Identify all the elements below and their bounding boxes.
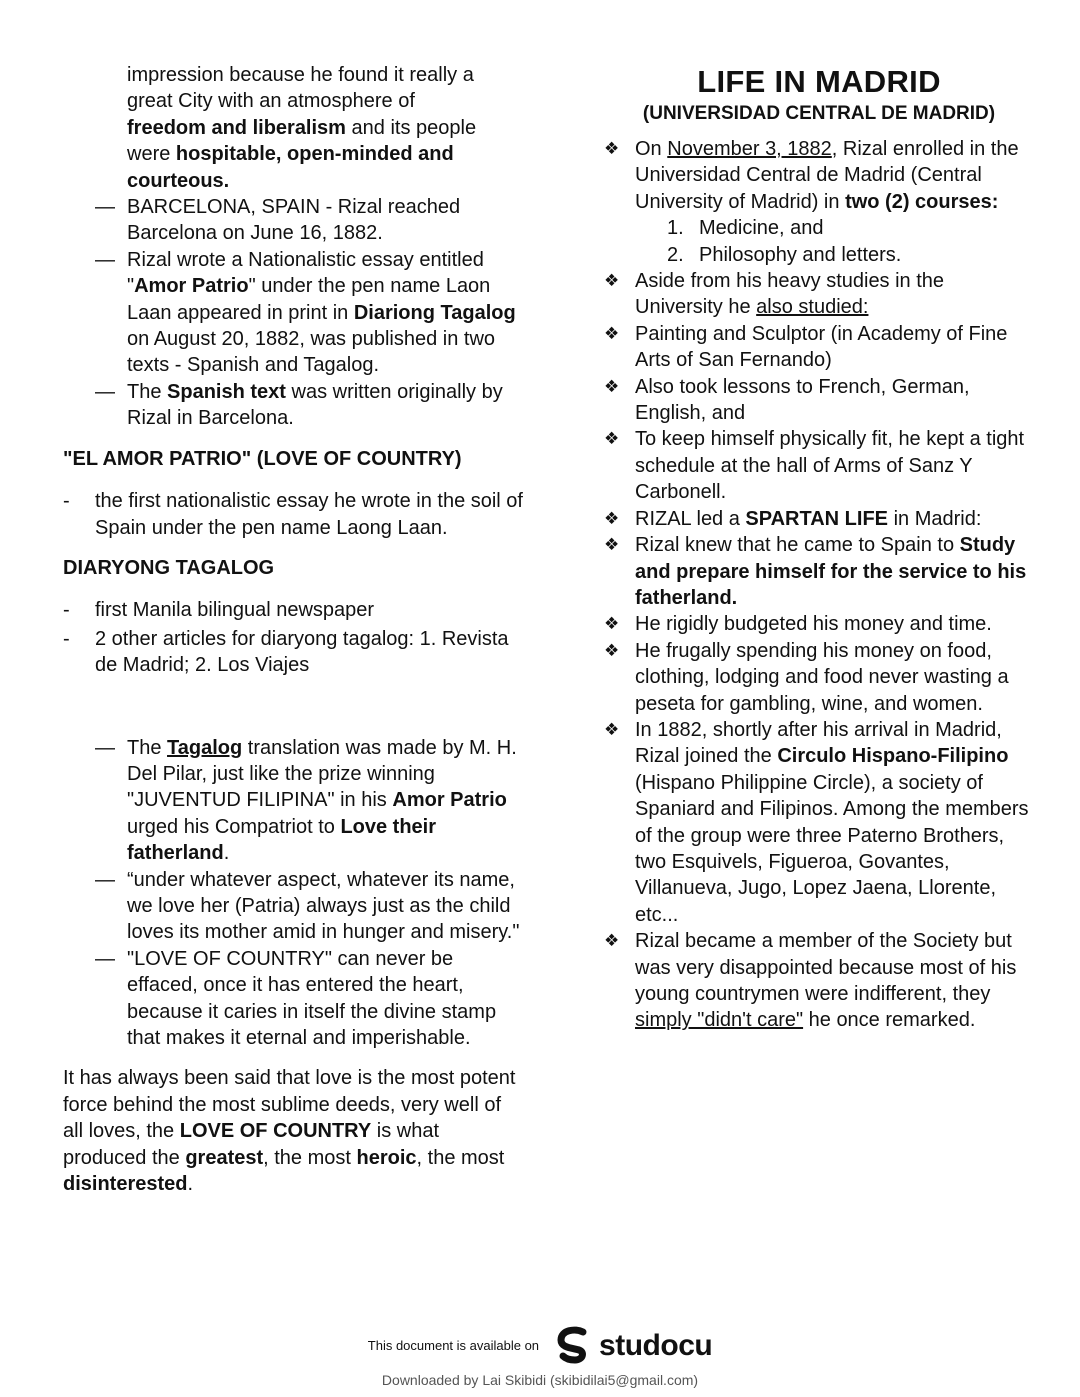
madrid-list: [604, 136, 1034, 215]
list-item-painting: [604, 321, 1034, 374]
bold-run: Amor Patrio: [134, 275, 249, 298]
list-item-text: first Manila bilingual newspaper: [95, 599, 375, 622]
list-item-budget: [604, 611, 1034, 637]
text-run: , Rizal enrolled in the Universidad Central de Madrid (Central University of Madrid) in: [635, 138, 1019, 213]
diamond-bullet-icon: ❖: [604, 508, 620, 528]
dash-marker: —: [95, 380, 115, 403]
diamond-bullet-icon: ❖: [604, 931, 620, 951]
text-run: Rizal wrote a Nationalistic essay entitled ": [127, 248, 484, 298]
dash-marker: —: [95, 248, 115, 271]
list-item-aside: [604, 268, 1034, 321]
bold-run: Diariong Tagalog: [353, 301, 516, 324]
list-item-text: Painting and Sculptor (in Academy of Fine Arts of San Fernando): [635, 322, 1008, 372]
bold-run: two (2) courses:: [845, 190, 999, 213]
amor-list: [63, 488, 523, 541]
text-run: " under the pen name Laon Laan appeared in print in: [127, 275, 491, 324]
list-item-text: To keep himself physically fit, he kept a tight schedule at the hall of Arms of Sanz Y Carbonell.: [635, 428, 1025, 504]
text-run: Rizal became a member of the Society but was very disappointed because most of his young countrymen were indifferent, they: [635, 930, 1017, 1005]
underline-run: November 3, 1882: [667, 138, 832, 160]
diamond-bullet-icon: ❖: [604, 376, 620, 396]
dash-list-bottom: [63, 735, 523, 1052]
list-item-fit: [604, 426, 1034, 505]
page-subtitle: (UNIVERSIDAD CENTRAL DE MADRID): [642, 103, 996, 124]
heading-diaryong-tagalog: DIARYONG TAGALOG: [63, 556, 275, 579]
text-run: urged his Compatriot to: [127, 815, 341, 838]
text-run: The: [127, 380, 168, 403]
list-item-spartan: [604, 506, 1034, 532]
diamond-bullet-icon: ❖: [604, 719, 620, 739]
list-item-knew: [604, 532, 1034, 611]
hyphen-marker: -: [63, 490, 70, 513]
course-number: 2.: [667, 243, 684, 266]
course-text: Medicine, and: [699, 217, 824, 240]
list-item-love-country: [63, 946, 523, 1052]
text-run: On: [635, 138, 668, 160]
underline-run: also studied:: [756, 296, 869, 319]
bold-run: greatest: [185, 1146, 264, 1169]
bold-run: Circulo Hispano-Filipino: [777, 745, 1009, 768]
text-run: RIZAL led a: [635, 507, 746, 530]
studocu-logo-icon: [553, 1326, 593, 1366]
diamond-bullet-icon: ❖: [604, 429, 620, 449]
text-run: is what produced the: [63, 1120, 440, 1169]
text-run: The: [127, 736, 168, 759]
underline-run: simply "didn't care": [635, 1009, 804, 1032]
text-run: was written originally by Rizal in Barcelona.: [127, 380, 503, 430]
diamond-bullet-icon: ❖: [604, 640, 620, 660]
bold-run: heroic: [356, 1146, 417, 1169]
intro-line: great City with an atmosphere of: [127, 90, 415, 113]
list-item-text: "LOVE OF COUNTRY" can never be effaced, once it has entered the heart, because it caries in itself the divine stamp that makes it eternal and imperishable.: [127, 947, 497, 1049]
course-item: [604, 215, 1034, 241]
intro-bold: hospitable, open-minded and: [175, 143, 454, 166]
intro-text: were: [127, 143, 176, 166]
list-item-tagalog: [63, 735, 523, 867]
intro-line: impression because he found it really a: [127, 64, 474, 86]
dash-marker: —: [95, 868, 115, 891]
dash-list-top: [63, 194, 523, 432]
dash-marker: —: [95, 736, 115, 759]
list-item: [63, 488, 523, 541]
list-item-text: Also took lessons to French, German, English, and: [635, 375, 970, 425]
diaryong-list: [63, 597, 523, 678]
course-item: [604, 242, 1034, 268]
list-item: [63, 626, 523, 679]
hyphen-marker: -: [63, 599, 70, 622]
list-item-frugal: [604, 638, 1034, 717]
text-run: translation was made by M. H. Del Pilar, just like the prize winning "JUVENTUD FILIPINA" in his: [127, 736, 517, 812]
page-title: LIFE IN MADRID: [697, 64, 941, 99]
dash-marker: —: [95, 947, 115, 970]
bold-run: LOVE OF COUNTRY: [179, 1120, 372, 1143]
available-text: This document is available on: [367, 1337, 540, 1353]
list-item: [63, 597, 523, 623]
diamond-bullet-icon: ❖: [604, 139, 620, 158]
intro-paragraph: [63, 62, 523, 194]
list-item-quote: [63, 867, 523, 946]
downloaded-by: Downloaded by Lai Skibidi (skibidilai5@gmail.com): [381, 1372, 699, 1388]
intro-text: and its people: [345, 116, 477, 139]
text-run: Aside from his heavy studies in the University he: [635, 270, 945, 319]
text-run: , the most: [263, 1146, 357, 1169]
right-column: [604, 64, 1034, 1034]
text-run: in Madrid:: [888, 507, 982, 530]
text-run: on August 20, 1882, was published in two texts - Spanish and Tagalog.: [127, 328, 496, 377]
text-run: (Hispano Philippine Circle), a society of Spaniard and Filipinos. Among the members of the group were three Paterno Brothers, two Esquivels, Figueroa, Govantes, Villanueva, Jugo, Lopez Jaena, Llorente, etc...: [635, 771, 1029, 926]
bold-run: Amor Patrio: [392, 789, 507, 812]
diamond-bullet-icon: ❖: [604, 271, 620, 291]
course-text: Philosophy and letters.: [699, 243, 902, 266]
diamond-bullet-icon: ❖: [604, 535, 620, 555]
list-item-text: the first nationalistic essay he wrote in the soil of Spain under the pen name Laong Laan.: [95, 490, 523, 539]
bold-run: Study and prepare himself for the service to his fatherland.: [635, 534, 1027, 609]
text-run: It has always been said that love is the most potent force behind the most sublime deeds, very well of all loves, the: [63, 1067, 516, 1143]
intro-line: [127, 115, 523, 141]
list-item-text: He rigidly budgeted his money and time.: [635, 613, 992, 636]
text-run: .: [223, 842, 230, 865]
text-run: In 1882, shortly after his arrival in Madrid, Rizal joined the: [635, 718, 1002, 768]
brand-name: studocu: [599, 1328, 713, 1362]
intro-line: [127, 141, 523, 167]
text-run: he once remarked.: [803, 1009, 976, 1032]
text-run: .: [187, 1173, 194, 1196]
text-run: Rizal knew that he came to Spain to: [635, 534, 960, 557]
bold-run: Spanish text: [167, 380, 286, 403]
list-item-society: [604, 928, 1034, 1034]
list-item-circulo: [604, 717, 1034, 928]
list-item-text: BARCELONA, SPAIN - Rizal reached Barcelona on June 16, 1882.: [127, 196, 461, 245]
list-item-enrolled: [604, 136, 1034, 215]
course-number: 1.: [667, 217, 684, 240]
bold-run: SPARTAN LIFE: [745, 507, 889, 530]
closing-paragraph: [63, 1065, 523, 1197]
text-run: , the most: [416, 1146, 505, 1169]
list-item-text: 2 other articles for diaryong tagalog: 1. Revista de Madrid; 2. Los Viajes: [95, 627, 509, 677]
bold-underline-run: Tagalog: [167, 736, 243, 759]
bold-run: disinterested: [63, 1173, 188, 1196]
intro-bold: freedom and liberalism: [127, 116, 346, 139]
footer-available: [0, 1323, 1080, 1369]
diamond-bullet-icon: ❖: [604, 614, 620, 634]
dash-marker: —: [95, 196, 115, 219]
madrid-list-cont: [604, 268, 1034, 1034]
intro-bold: courteous.: [127, 169, 230, 192]
list-item-lessons: [604, 374, 1034, 427]
studocu-brand-link[interactable]: [553, 1326, 712, 1366]
list-item-essay: [63, 247, 523, 379]
list-item-text: “under whatever aspect, whatever its name, we love her (Patria) always just as the child loves its mother amid in hunger and misery.": [127, 868, 520, 944]
intro-line: [127, 168, 523, 194]
hyphen-marker: -: [63, 627, 70, 650]
list-item-text: He frugally spending his money on food, clothing, lodging and food never wasting a peseta for gambling, wine, and women.: [635, 639, 1009, 715]
courses-list: [604, 215, 1034, 268]
bold-run: Love their fatherland: [127, 815, 437, 865]
list-item-barcelona: [63, 194, 523, 247]
diamond-bullet-icon: ❖: [604, 323, 620, 343]
list-item-spanish-text: [63, 379, 523, 432]
heading-amor-patrio: "EL AMOR PATRIO" (LOVE OF COUNTRY): [63, 447, 462, 470]
left-column: [63, 62, 523, 1197]
